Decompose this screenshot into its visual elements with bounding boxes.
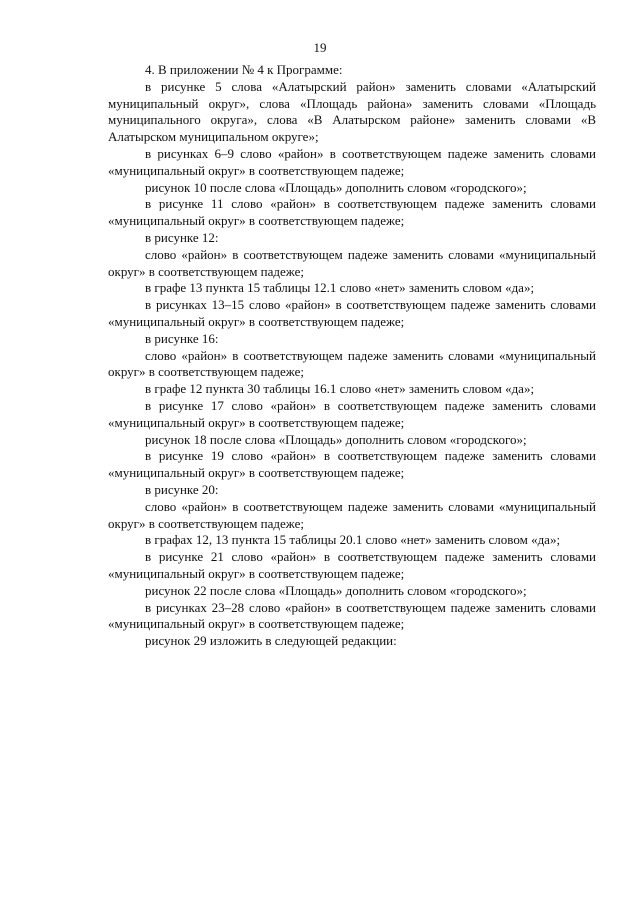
paragraph: в рисунке 11 слово «район» в соответствующем падеже заменить словами «муниципальный округ» в соответствующем падеже; (108, 196, 596, 229)
paragraph: в рисунке 21 слово «район» в соответствующем падеже заменить словами «муниципальный округ» в соответствующем падеже; (108, 549, 596, 581)
paragraph: в рисунке 12: (145, 229, 219, 245)
paragraph: в рисунках 13–15 слово «район» в соответствующем падеже заменить словами «муниципальный округ» в соответствующем падеже; (108, 297, 596, 329)
paragraph: рисунок 29 изложить в следующей редакции: (145, 633, 397, 649)
paragraph: рисунок 10 после слова «Площадь» дополнить словом «городского»; (145, 179, 527, 195)
paragraph: в рисунке 16: (145, 330, 219, 346)
paragraph: в графе 12 пункта 30 таблицы 16.1 слово «нет» заменить словом «да»; (145, 381, 535, 397)
paragraph: в рисунке 17 слово «район» в соответствующем падеже заменить словами «муниципальный округ» в соответствующем падеже; (108, 397, 596, 430)
paragraph: в рисунках 6–9 слово «район» в соответствующем падеже заменить словами «муниципальный округ» в соответствующем падеже; (108, 145, 596, 178)
paragraph: в рисунке 20: (145, 481, 219, 497)
paragraph-section-heading: 4. В приложении № 4 к Программе: (145, 62, 343, 77)
page-number: 19 (313, 40, 327, 55)
paragraph: рисунок 18 после слова «Площадь» дополнить словом «городского»; (145, 431, 527, 447)
paragraph: в рисунке 19 слово «район» в соответствующем падеже заменить словами «муниципальный округ» в соответствующем падеже; (108, 448, 596, 481)
paragraph: слово «район» в соответствующем падеже заменить словами «муниципальный округ» в соответствующем падеже; (108, 246, 596, 279)
paragraph: в рисунках 23–28 слово «район» в соответствующем падеже заменить словами «муниципальный округ» в соответствующем падеже; (108, 599, 596, 632)
paragraph: в графе 13 пункта 15 таблицы 12.1 слово «нет» заменить словом «да»; (145, 280, 535, 296)
paragraph: слово «район» в соответствующем падеже заменить словами «муниципальный округ» в соответствующем падеже; (108, 498, 596, 531)
document-body (108, 62, 596, 650)
paragraph: рисунок 22 после слова «Площадь» дополнить словом «городского»; (145, 582, 527, 598)
paragraph: в графах 12, 13 пункта 15 таблицы 20.1 слово «нет» заменить словом «да»; (145, 532, 561, 548)
paragraph: слово «район» в соответствующем падеже заменить словами «муниципальный округ» в соответствующем падеже; (108, 347, 596, 380)
paragraph: в рисунке 5 слова «Алатырский район» заменить словами «Алатырский муниципальный округ», слова «Площадь района» заменить словами «Площадь муниципального округа», слова «В Алатырском районе» заменить словами «В Алатырском муниципальном округе»; (108, 78, 596, 145)
